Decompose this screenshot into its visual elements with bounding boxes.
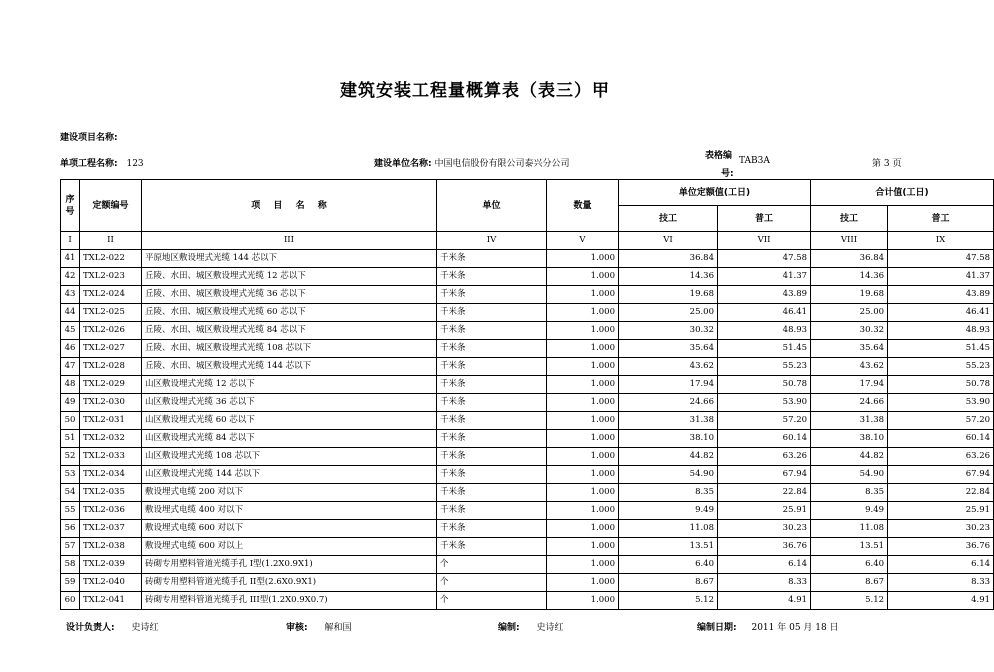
table-row [61,592,994,610]
header-unit-value: 单位定额值(工日) [619,180,811,206]
cell-total-skilled: 17.94 [811,376,888,394]
cell-code: TXL2-041 [80,592,142,610]
cell-total-general: 22.84 [888,484,994,502]
cell-seq: 57 [61,538,80,556]
cell-unit-general: 50.78 [718,376,811,394]
cell-code: TXL2-039 [80,556,142,574]
date-value: 2011 年 05 月 18 日 [751,623,839,633]
cell-code: TXL2-025 [80,304,142,322]
cell-unit-skilled: 13.51 [619,538,718,556]
roman-8: VIII [811,232,888,250]
table-row [61,538,994,556]
cell-unit-general: 63.26 [718,448,811,466]
cell-unit-skilled: 6.40 [619,556,718,574]
table-body [61,250,994,610]
table-row [61,556,994,574]
cell-item: 敷设埋式电缆 600 对以上 [142,538,437,556]
cell-unit: 千米条 [437,430,547,448]
cell-unit-general: 57.20 [718,412,811,430]
builder-field [374,156,570,169]
roman-9: IX [888,232,994,250]
form-no-value: TAB3A [739,156,770,166]
cell-unit: 千米条 [437,322,547,340]
form-no-label-line1: 表格编 [705,151,733,161]
cell-unit-general: 51.45 [718,340,811,358]
cell-unit-general: 30.23 [718,520,811,538]
cell-item: 砖砌专用塑料管道光缆手孔 II型(2.6X0.9X1) [142,574,437,592]
cell-unit-skilled: 19.68 [619,286,718,304]
cell-total-general: 47.58 [888,250,994,268]
cell-code: TXL2-028 [80,358,142,376]
cell-code: TXL2-027 [80,340,142,358]
cell-seq: 56 [61,520,80,538]
cell-item: 山区敷设埋式光缆 60 芯以下 [142,412,437,430]
project-name-field [60,130,118,143]
cell-total-skilled: 44.82 [811,448,888,466]
cell-qty: 1.000 [547,358,619,376]
cell-qty: 1.000 [547,250,619,268]
project-name-label: 建设项目名称: [60,133,118,143]
cell-code: TXL2-038 [80,538,142,556]
cell-code: TXL2-033 [80,448,142,466]
footer-designer [66,620,159,633]
cell-seq: 47 [61,358,80,376]
reviewer-value: 解和国 [324,623,352,633]
cell-unit-general: 36.76 [718,538,811,556]
cell-unit-general: 60.14 [718,430,811,448]
cell-code: TXL2-024 [80,286,142,304]
cell-item: 山区敷设埋式光缆 108 芯以下 [142,448,437,466]
cell-seq: 50 [61,412,80,430]
cell-total-skilled: 35.64 [811,340,888,358]
cell-unit: 个 [437,574,547,592]
cell-unit-general: 4.91 [718,592,811,610]
cell-seq: 45 [61,322,80,340]
cell-unit-skilled: 5.12 [619,592,718,610]
header-code: 定额编号 [80,180,142,232]
cell-unit: 千米条 [437,250,547,268]
cell-total-general: 53.90 [888,394,994,412]
cell-unit: 千米条 [437,268,547,286]
cell-unit: 千米条 [437,538,547,556]
cell-item: 平原地区敷设埋式光缆 144 芯以下 [142,250,437,268]
table-row [61,502,994,520]
cell-unit-general: 41.37 [718,268,811,286]
cell-item: 丘陵、水田、城区敷设埋式光缆 60 芯以下 [142,304,437,322]
cell-item: 丘陵、水田、城区敷设埋式光缆 36 芯以下 [142,286,437,304]
cell-total-general: 4.91 [888,592,994,610]
cell-qty: 1.000 [547,304,619,322]
page-number: 第 3 页 [872,159,902,169]
cell-item: 砖砌专用塑料管道光缆手孔 I型(1.2X0.9X1) [142,556,437,574]
date-label: 编制日期: [697,623,737,633]
cell-total-general: 55.23 [888,358,994,376]
cell-seq: 43 [61,286,80,304]
cell-item: 山区敷设埋式光缆 144 芯以下 [142,466,437,484]
cell-code: TXL2-035 [80,484,142,502]
cell-unit-skilled: 25.00 [619,304,718,322]
cell-seq: 58 [61,556,80,574]
cell-unit-skilled: 14.36 [619,268,718,286]
cell-total-general: 36.76 [888,538,994,556]
cell-code: TXL2-032 [80,430,142,448]
cell-total-skilled: 24.66 [811,394,888,412]
header-seq: 序号 [61,180,80,232]
cell-total-general: 43.89 [888,286,994,304]
cell-unit-general: 46.41 [718,304,811,322]
cell-qty: 1.000 [547,574,619,592]
header-total-value: 合计值(工日) [811,180,994,206]
cell-qty: 1.000 [547,484,619,502]
cell-qty: 1.000 [547,286,619,304]
cell-item: 敷设埋式电缆 200 对以下 [142,484,437,502]
cell-seq: 52 [61,448,80,466]
cell-qty: 1.000 [547,268,619,286]
header-item: 项 目 名 称 [142,180,437,232]
cell-unit-general: 22.84 [718,484,811,502]
table-row [61,574,994,592]
header-qty: 数量 [547,180,619,232]
table-row [61,322,994,340]
cell-item: 丘陵、水田、城区敷设埋式光缆 12 芯以下 [142,268,437,286]
cell-qty: 1.000 [547,322,619,340]
cell-code: TXL2-031 [80,412,142,430]
cell-unit: 千米条 [437,484,547,502]
cell-unit: 个 [437,592,547,610]
cell-code: TXL2-034 [80,466,142,484]
table-row [61,268,994,286]
cell-unit: 千米条 [437,502,547,520]
cell-unit-skilled: 54.90 [619,466,718,484]
cell-total-skilled: 19.68 [811,286,888,304]
cell-item: 山区敷设埋式光缆 12 芯以下 [142,376,437,394]
table-row [61,430,994,448]
cell-total-general: 6.14 [888,556,994,574]
cell-qty: 1.000 [547,502,619,520]
cell-unit: 千米条 [437,394,547,412]
cell-unit-general: 55.23 [718,358,811,376]
header-unit-general: 普工 [718,206,811,232]
cell-total-skilled: 8.67 [811,574,888,592]
header-total-skilled: 技工 [811,206,888,232]
cell-total-general: 48.93 [888,322,994,340]
cell-total-skilled: 38.10 [811,430,888,448]
cell-total-general: 60.14 [888,430,994,448]
cell-unit-skilled: 17.94 [619,376,718,394]
table-row [61,304,994,322]
table-row [61,394,994,412]
table-row [61,376,994,394]
cell-total-general: 50.78 [888,376,994,394]
cell-seq: 51 [61,430,80,448]
cell-item: 山区敷设埋式光缆 84 芯以下 [142,430,437,448]
cell-total-skilled: 8.35 [811,484,888,502]
cell-code: TXL2-037 [80,520,142,538]
cell-total-skilled: 54.90 [811,466,888,484]
cell-item: 砖砌专用塑料管道光缆手孔 III型(1.2X0.9X0.7) [142,592,437,610]
cell-seq: 48 [61,376,80,394]
header-unit-skilled: 技工 [619,206,718,232]
cell-total-general: 41.37 [888,268,994,286]
cell-item: 山区敷设埋式光缆 36 芯以下 [142,394,437,412]
cell-seq: 44 [61,304,80,322]
form-no-label-line2: 号: [721,169,734,179]
cell-unit-skilled: 43.62 [619,358,718,376]
cell-total-skilled: 13.51 [811,538,888,556]
roman-1: I [61,232,80,250]
cell-total-skilled: 30.32 [811,322,888,340]
cell-unit-skilled: 11.08 [619,520,718,538]
roman-2: II [80,232,142,250]
roman-4: IV [437,232,547,250]
cell-code: TXL2-022 [80,250,142,268]
roman-5: V [547,232,619,250]
cell-total-skilled: 14.36 [811,268,888,286]
cell-code: TXL2-023 [80,268,142,286]
cell-total-skilled: 25.00 [811,304,888,322]
cell-total-skilled: 31.38 [811,412,888,430]
table-row [61,358,994,376]
header-unit: 单位 [437,180,547,232]
roman-7: VII [718,232,811,250]
cell-unit-general: 67.94 [718,466,811,484]
page-title: 建筑安装工程量概算表（表三）甲 [340,81,610,101]
reviewer-label: 审核: [286,623,308,633]
cell-qty: 1.000 [547,592,619,610]
cell-total-general: 30.23 [888,520,994,538]
cell-unit: 千米条 [437,376,547,394]
cell-code: TXL2-036 [80,502,142,520]
cell-unit-skilled: 36.84 [619,250,718,268]
cell-total-skilled: 9.49 [811,502,888,520]
designer-label: 设计负责人: [66,623,115,633]
cell-qty: 1.000 [547,538,619,556]
cell-total-general: 57.20 [888,412,994,430]
cell-qty: 1.000 [547,520,619,538]
table-row [61,250,994,268]
cell-unit-general: 8.33 [718,574,811,592]
cell-unit-general: 6.14 [718,556,811,574]
cell-unit-general: 48.93 [718,322,811,340]
cell-total-general: 8.33 [888,574,994,592]
cell-seq: 53 [61,466,80,484]
cell-unit-skilled: 8.67 [619,574,718,592]
cell-unit: 千米条 [437,412,547,430]
cell-unit: 千米条 [437,286,547,304]
cell-code: TXL2-040 [80,574,142,592]
cell-unit-general: 25.91 [718,502,811,520]
cell-seq: 41 [61,250,80,268]
editor-label: 编制: [498,623,520,633]
cell-qty: 1.000 [547,412,619,430]
cell-total-skilled: 6.40 [811,556,888,574]
cell-unit: 个 [437,556,547,574]
cell-item: 敷设埋式电缆 400 对以下 [142,502,437,520]
cell-item: 丘陵、水田、城区敷设埋式光缆 144 芯以下 [142,358,437,376]
cell-seq: 42 [61,268,80,286]
cell-unit: 千米条 [437,304,547,322]
single-project-value: 123 [126,159,144,169]
quota-table [60,179,994,610]
cell-unit-skilled: 8.35 [619,484,718,502]
cell-total-general: 63.26 [888,448,994,466]
table-row [61,286,994,304]
cell-seq: 60 [61,592,80,610]
table-row [61,466,994,484]
cell-unit: 千米条 [437,520,547,538]
roman-3: III [142,232,437,250]
roman-6: VI [619,232,718,250]
cell-item: 丘陵、水田、城区敷设埋式光缆 108 芯以下 [142,340,437,358]
cell-unit-skilled: 35.64 [619,340,718,358]
cell-total-general: 25.91 [888,502,994,520]
builder-label: 建设单位名称: [374,159,432,169]
cell-code: TXL2-030 [80,394,142,412]
cell-seq: 46 [61,340,80,358]
cell-qty: 1.000 [547,466,619,484]
cell-unit-general: 53.90 [718,394,811,412]
footer-date [697,620,839,633]
table-row [61,340,994,358]
cell-item: 丘陵、水田、城区敷设埋式光缆 84 芯以下 [142,322,437,340]
cell-qty: 1.000 [547,376,619,394]
cell-total-skilled: 11.08 [811,520,888,538]
cell-unit-skilled: 9.49 [619,502,718,520]
cell-unit-skilled: 44.82 [619,448,718,466]
cell-seq: 49 [61,394,80,412]
cell-item: 敷设埋式电缆 600 对以下 [142,520,437,538]
table-row [61,448,994,466]
cell-total-skilled: 5.12 [811,592,888,610]
cell-unit-general: 43.89 [718,286,811,304]
cell-unit-general: 47.58 [718,250,811,268]
cell-total-skilled: 43.62 [811,358,888,376]
cell-unit: 千米条 [437,340,547,358]
cell-code: TXL2-029 [80,376,142,394]
roman-numeral-row [61,232,994,250]
cell-qty: 1.000 [547,340,619,358]
cell-seq: 55 [61,502,80,520]
single-project-field [60,156,144,169]
cell-unit-skilled: 30.32 [619,322,718,340]
table-row [61,484,994,502]
footer-reviewer [286,620,352,633]
cell-total-general: 51.45 [888,340,994,358]
cell-unit-skilled: 24.66 [619,394,718,412]
single-project-label: 单项工程名称: [60,159,118,169]
cell-total-general: 46.41 [888,304,994,322]
cell-seq: 59 [61,574,80,592]
cell-unit: 千米条 [437,466,547,484]
footer-editor [498,620,564,633]
cell-unit-skilled: 38.10 [619,430,718,448]
header-total-general: 普工 [888,206,994,232]
designer-value: 史诗红 [131,623,159,633]
cell-unit: 千米条 [437,448,547,466]
cell-seq: 54 [61,484,80,502]
cell-code: TXL2-026 [80,322,142,340]
cell-qty: 1.000 [547,448,619,466]
builder-value: 中国电信股份有限公司泰兴分公司 [434,159,570,169]
cell-total-general: 67.94 [888,466,994,484]
cell-unit-skilled: 31.38 [619,412,718,430]
table-row [61,520,994,538]
table-row [61,412,994,430]
cell-qty: 1.000 [547,556,619,574]
cell-total-skilled: 36.84 [811,250,888,268]
cell-qty: 1.000 [547,394,619,412]
editor-value: 史诗红 [536,623,564,633]
cell-unit: 千米条 [437,358,547,376]
cell-qty: 1.000 [547,430,619,448]
